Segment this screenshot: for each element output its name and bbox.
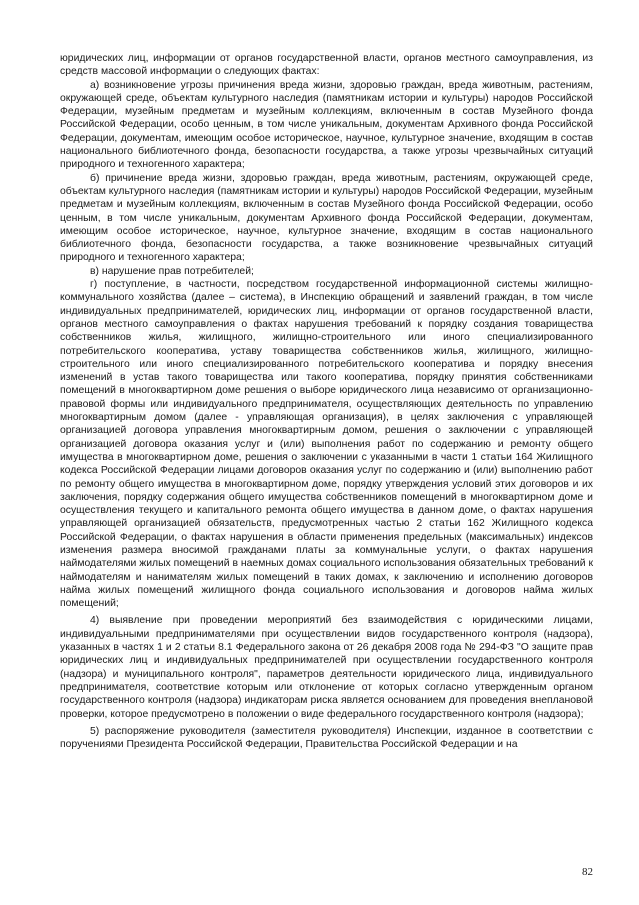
paragraph-item-5: 5) распоряжение руководителя (заместителя руководителя) Инспекции, изданное в соответствии с поручениями Президента Российской Федерации, Правительства Российской Федерации и на (60, 725, 593, 751)
paragraph-intro: юридических лиц, информации от органов государственной власти, органов местного самоуправления, из средств массовой информации о следующих фактах: (60, 53, 593, 78)
paragraph-item-v: в) нарушение прав потребителей; (90, 265, 254, 277)
paragraph-item-b: б) причинение вреда жизни, здоровью граждан, вреда животным, растениям, окружающей среде, объектам культурного наследия (памятникам истории и культуры) народов Российской Федерации, музейным предметам и музейным коллекциям, включенным в состав Музейного фонда Российской Федерации, особо ценным, в том числе уникальным, документам Архивного фонда Российской Федерации, документам, имеющим особое историческое, научное, культурное значение, входящим в состав национального библиотечного фонда, безопасности государства, а также возникновение чрезвычайных ситуаций природного и техногенного характера; (60, 172, 593, 264)
paragraph-item-g: г) поступление, в частности, посредством государственной информационной системы жилищно-коммунального хозяйства (далее – система), в Инспекцию обращений и заявлений граждан, в том числе индивидуальных предпринимателей, юридических лиц, информации от органов государственной власти, органов местного самоуправления о фактах нарушения требований к порядку создания товарищества собственников жилья, жилищного, жилищно-строительного или иного специализированного потребительского кооператива, уставу товарищества собственников жилья, жилищного, жилищно-строительного или иного специализированного потребительского кооператива и порядку внесения изменений в устав такого товарищества или такого кооператива, порядку принятия собственниками помещений в многоквартирном доме решения о выборе юридического лица независимо от организационно-правовой формы или индивидуального предпринимателя, осуществляющих деятельность по управлению многоквартирным домом (далее - управляющая организация), в целях заключения с управляющей организацией договора управления многоквартирным домом, решения о заключении с управляющей организацией договора оказания услуг и (или) выполнения работ по содержанию и ремонту общего имущества в многоквартирном доме, решения о заключении с указанными в части 1 статьи 164 Жилищного кодекса Российской Федерации лицами договоров оказания услуг по содержанию и (или) выполнению работ по ремонту общего имущества в многоквартирном доме, порядку утверждения условий этих договоров и их заключения, порядку содержания общего имущества собственников помещений в многоквартирном доме и осуществления текущего и капитального ремонта общего имущества в данном доме, о фактах нарушения управляющей организацией обязательств, предусмотренных частью 2 статьи 162 Жилищного кодекса Российской Федерации, о фактах нарушения в области применения предельных (максимальных) индексов изменения размера вносимой гражданами платы за коммунальные услуги, о фактах нарушения наймодателями жилых помещений в наемных домах социального использования обязательных требований к наймодателям и нанимателям жилых помещений в таких домах, к заключению и исполнению договоров найма жилых помещений жилищного фонда социального использования и договоров найма жилых помещений; (60, 279, 593, 610)
paragraph-item-a: а) возникновение угрозы причинения вреда жизни, здоровью граждан, вреда животным, растениям, окружающей среде, объектам культурного наследия (памятникам истории и культуры) народов Российской Федерации, музейным предметам и музейным коллекциям, включенным в состав Музейного фонда Российской Федерации, особо ценным, в том числе уникальным, документам Архивного фонда Российской Федерации, документам, имеющим особое историческое, научное, культурное значение, входящим в состав национального библиотечного фонда, безопасности государства, а также угрозы чрезвычайных ситуаций природного и техногенного характера; (60, 79, 593, 171)
page-number: 82 (582, 866, 593, 878)
document-body (60, 52, 593, 751)
paragraph-item-4: 4) выявление при проведении мероприятий без взаимодействия с юридическими лицами, индивидуальными предпринимателями при осуществлении видов государственного контроля (надзора), указанных в частях 1 и 2 статьи 8.1 Федерального закона от 26 декабря 2008 года № 294-ФЗ "О защите прав юридических лиц и индивидуальных предпринимателей при осуществлении государственного контроля (надзора) и муниципального контроля", параметров деятельности юридического лица, индивидуального предпринимателя, соответствие которым или отклонение от которых согласно утвержденным органом государственного контроля (надзора) индикаторам риска является основанием для проведения внеплановой проверки, которое предусмотрено в положении о виде федерального государственного контроля (надзора); (60, 615, 593, 720)
